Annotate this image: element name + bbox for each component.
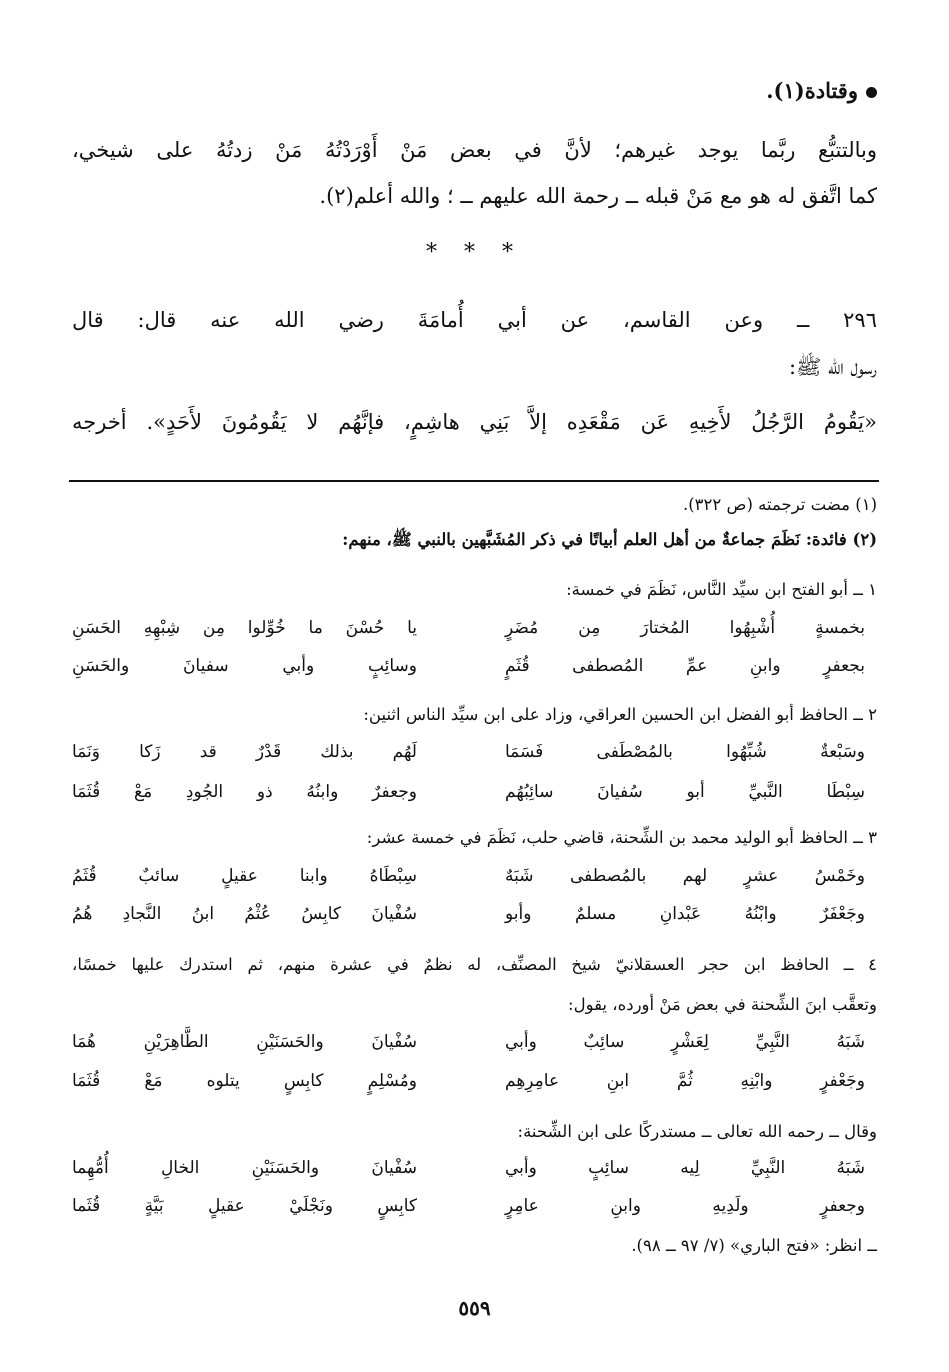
verse-1b xyxy=(72,656,877,684)
verse-1a xyxy=(72,618,877,646)
verse-2b xyxy=(72,782,877,810)
verse-5b-first: وجعفرٍ ولَدِيهِ وابنِ عامِرٍ xyxy=(505,1196,865,1216)
verse-3b-first: وجَعْفَرٌ وابْنُهُ عَبْدانِ مسلمٌ وأبو xyxy=(505,904,865,924)
poet-3: ٣ ــ الحافظ أبو الوليد محمد بن الشِّحنة، قاضي حلب، نَظَمَ في خمسة عشر: xyxy=(366,828,877,847)
poet-4: ٤ ــ الحافظ ابن حجر العسقلانيّ شيخ المصنِّف، له نظمٌ في عشرة منهم، ثم استدرك عليها خمسًا، xyxy=(72,955,877,974)
poet-5: وقال ــ رحمه الله تعالى ــ مستدركًا على ابن الشِّحنة: xyxy=(517,1122,877,1141)
verse-4a xyxy=(72,1032,877,1060)
hadith-heading: ٢٩٦ ــ وعن القاسم، عن أبي أُمامَةَ رضي الله عنه قال: قال xyxy=(72,308,877,332)
poet-2: ٢ ــ الحافظ أبو الفضل ابن الحسين العراقي، وزاد على ابن سيِّد الناس اثنين: xyxy=(363,705,877,724)
page-number: ٥٥٩ xyxy=(458,1296,491,1320)
verse-3a-first: وخَمْسُ عشرٍ لهم بالمُصطفى شَبَهٌ xyxy=(505,866,865,886)
main-line-1 xyxy=(72,78,877,103)
hadith-text: «يَقُومُ الرَّجُلُ لأَخِيهِ عَن مَقْعَدِه إلاَّ بَنِي هاشِمٍ، فإنَّهُم لا يَقُومُونَ لأَحَدٍ». أخرجه xyxy=(72,410,877,434)
verse-5a-first: شَبَهُ النَّبِيِّ لِيه سائِبٍ وأبي xyxy=(505,1158,865,1178)
verse-4b-second: ومُسْلِمٍ كابِسٍ يتلوه مَعْ قُثَمَا xyxy=(72,1071,417,1091)
verse-2a-first: وسَبْعةٌ شُبِّهُوا بالمُصْطَفى فَسَمَا xyxy=(505,742,865,762)
verse-5a xyxy=(72,1158,877,1186)
main-line-1-text: وقتادة(١). xyxy=(766,78,858,103)
verse-4a-second: سُفْيانَ والحَسَنَيْنِ الطَّاهِرَيْنِ هُمَا xyxy=(72,1032,417,1052)
poet-1: ١ ــ أبو الفتح ابن سيِّد النَّاس، نَظَمَ في خمسة: xyxy=(566,580,877,599)
verse-5b-second: كابِسٍ ونَجْلَيْ عقيلٍ بَيَّةٍ قُثَما xyxy=(72,1196,417,1216)
verse-4b-first: وجَعْفرٍ وابْنِهِ ثُمَّ ابنِ عامِرِهِم xyxy=(505,1071,865,1091)
verse-5a-second: سُفْيانَ والحَسَنَيْنِ الخالِ أُمُّهِما xyxy=(72,1158,417,1178)
footnote-2: (٢) فائدة: نَظَمَ جماعةٌ من أهل العلم أبياتًا في ذكر المُشَبَّهين بالنبي ﷺ، منهم: xyxy=(342,530,877,549)
footnote-1: (١) مضت ترجمته (ص ٣٢٢). xyxy=(682,495,877,514)
verse-2b-second: وجعفرٌ وابنُهُ ذو الجُودِ مَعْ قُثَمَا xyxy=(72,782,417,802)
main-line-5: رسول الله ﷺ: xyxy=(788,355,877,379)
verse-1a-first: بخمسةٍ أُشْبِهُوا المُختارَ مِن مُضَرٍ xyxy=(505,618,865,638)
main-line-2: وبالتتبُّع ربَّما يوجد غيرهم؛ لأنَّ في بعض مَنْ أَوْرَدْتُهُ مَنْ زدتُهُ على شيخي، xyxy=(72,138,877,162)
bullet-icon xyxy=(866,87,877,98)
verse-4b xyxy=(72,1071,877,1099)
verse-2a xyxy=(72,742,877,770)
poet-4-cont: وتعقَّب ابنَ الشِّحنة في بعض مَنْ أورده، يقول: xyxy=(568,995,877,1014)
footnote-rule xyxy=(69,480,879,482)
verse-2b-first: سِبْطَا النَّبيِّ أبو سُفيانَ سائِبُهُم xyxy=(505,782,865,802)
verse-5b xyxy=(72,1196,877,1224)
main-line-3: كما اتَّفق له هو مع مَنْ قبله ــ رحمة الله عليهم ــ ؛ والله أعلم(٢). xyxy=(319,184,877,208)
verse-1b-first: بجعفرٍ وابنِ عمِّ المُصطفى قُثَمٍ xyxy=(505,656,865,676)
verse-3b-second: سُفْيانَ كابِسُ عُثْمُ ابنُ النَّجادِ هُمُ xyxy=(72,904,417,924)
verse-3b xyxy=(72,904,877,932)
verse-1b-second: وسائِبٍ وأبي سفيانَ والحَسَنِ xyxy=(72,656,417,676)
verse-3a-second: سِبْطَاهُ وابنا عقيلٍ سائبٌ قُثَمُ xyxy=(72,866,417,886)
verse-2a-second: لَهُم بذلك قَدْرٌ قد زَكا وَنَمَا xyxy=(72,742,417,762)
section-separator: * * * xyxy=(426,240,523,265)
verse-3a xyxy=(72,866,877,894)
verse-1a-second: يا حُسْنَ ما خُوِّلوا مِن شِبْهِهِ الحَسَنِ xyxy=(72,618,417,638)
reference-note: ــ انظر: «فتح الباري» (٧/ ٩٧ ــ ٩٨). xyxy=(631,1236,877,1255)
verse-4a-first: شَبَهُ النَّبِيِّ لِعَشْرٍ سائِبٌ وأبي xyxy=(505,1032,865,1052)
